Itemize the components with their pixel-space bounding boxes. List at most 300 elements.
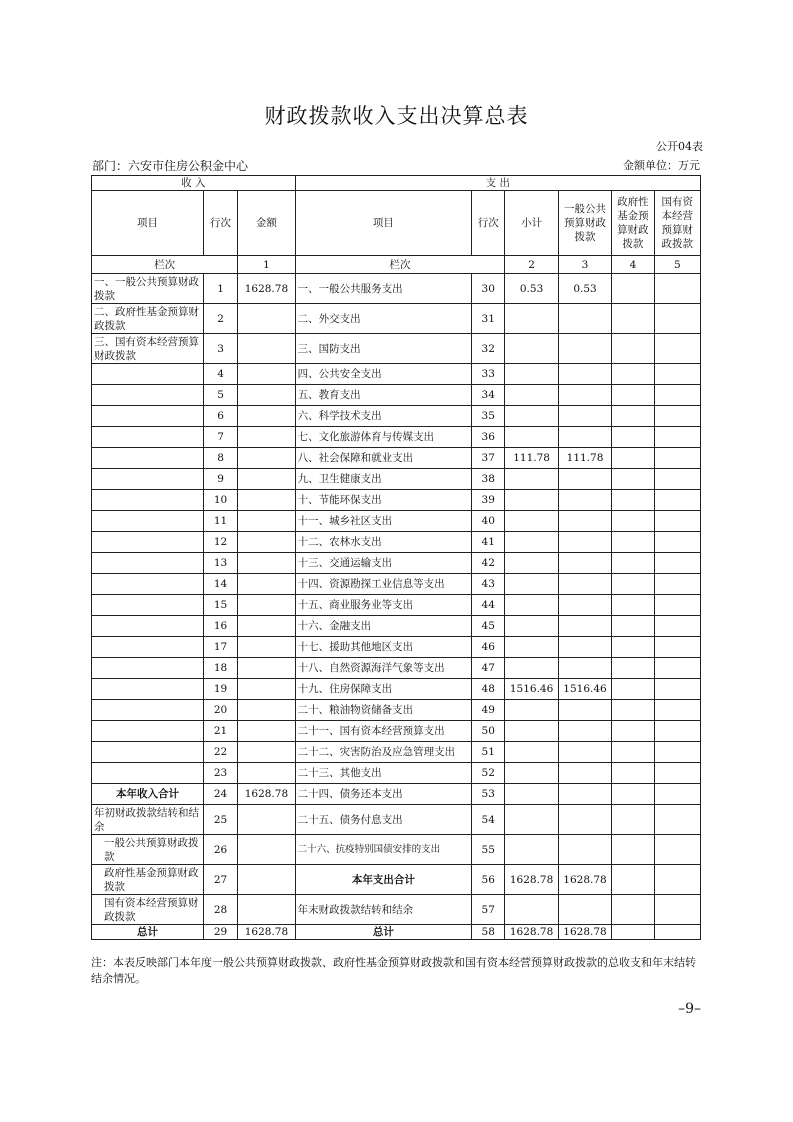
income-item-cell: 本年收入合计 [92, 784, 204, 805]
general-budget-cell [558, 595, 611, 616]
income-line-no-cell: 21 [203, 721, 237, 742]
general-budget-cell [558, 511, 611, 532]
subtotal-cell [505, 616, 558, 637]
expense-item-cell: 十六、金融支出 [295, 616, 471, 637]
income-item-cell [92, 637, 204, 658]
expense-line-no-cell: 57 [472, 895, 505, 925]
expense-line-no-cell: 30 [472, 274, 505, 304]
income-item-cell: 国有资本经营预算财政拨款 [92, 895, 204, 925]
gov-fund-cell [612, 658, 654, 679]
gov-fund-cell [612, 616, 654, 637]
gov-fund-cell [612, 334, 654, 364]
expense-item-cell: 年末财政拨款结转和结余 [295, 895, 471, 925]
table-code: 公开04表 [656, 140, 703, 153]
table-row [92, 742, 701, 763]
income-amount-cell [238, 406, 295, 427]
expense-item-cell: 本年支出合计 [295, 865, 471, 895]
expense-item-cell: 九、卫生健康支出 [295, 469, 471, 490]
income-line-no-cell: 18 [203, 658, 237, 679]
income-amount-cell [238, 742, 295, 763]
expense-item-cell: 四、公共安全支出 [295, 364, 471, 385]
income-amount-cell [238, 679, 295, 700]
income-item-cell [92, 658, 204, 679]
gov-fund-cell [612, 574, 654, 595]
general-budget-cell [558, 616, 611, 637]
subtotal-cell [505, 595, 558, 616]
general-budget-cell [558, 334, 611, 364]
income-amount-cell [238, 763, 295, 784]
expense-item-cell: 三、国防支出 [295, 334, 471, 364]
general-budget-cell [558, 658, 611, 679]
subtotal-cell: 1628.78 [505, 925, 558, 940]
subtotal-cell [505, 553, 558, 574]
subtotal-cell [505, 700, 558, 721]
expense-line-no-cell: 47 [472, 658, 505, 679]
general-budget-cell: 1516.46 [558, 679, 611, 700]
income-amount-cell: 1628.78 [238, 925, 295, 940]
col-label-income: 栏次 [92, 256, 238, 274]
income-line-no-cell: 11 [203, 511, 237, 532]
page-number: –9– [678, 1001, 701, 1017]
state-capital-cell [654, 658, 700, 679]
general-budget-cell [558, 763, 611, 784]
subtotal-cell [505, 763, 558, 784]
expense-item-cell: 二十二、灾害防治及应急管理支出 [295, 742, 471, 763]
subtotal-cell: 0.53 [505, 274, 558, 304]
expense-line-no-cell: 37 [472, 448, 505, 469]
income-amount-cell [238, 469, 295, 490]
table-row [92, 427, 701, 448]
general-budget-cell [558, 364, 611, 385]
income-line-no-cell: 28 [203, 895, 237, 925]
income-amount-cell: 1628.78 [238, 274, 295, 304]
gov-fund-cell [612, 274, 654, 304]
header-line-no-expense: 行次 [472, 191, 505, 256]
income-line-no-cell: 7 [203, 427, 237, 448]
state-capital-cell [654, 469, 700, 490]
general-budget-cell [558, 805, 611, 835]
expense-line-no-cell: 38 [472, 469, 505, 490]
table-row [92, 679, 701, 700]
expense-item-cell: 十八、自然资源海洋气象等支出 [295, 658, 471, 679]
income-item-cell [92, 553, 204, 574]
income-line-no-cell: 12 [203, 532, 237, 553]
income-amount-cell [238, 532, 295, 553]
expense-line-no-cell: 48 [472, 679, 505, 700]
table-row [92, 406, 701, 427]
income-amount-cell [238, 448, 295, 469]
state-capital-cell [654, 865, 700, 895]
state-capital-cell [654, 448, 700, 469]
income-amount-cell [238, 658, 295, 679]
expense-item-cell: 二十四、债务还本支出 [295, 784, 471, 805]
income-line-no-cell: 13 [203, 553, 237, 574]
unit-label: 金额单位：万元 [623, 159, 700, 172]
table-row [92, 637, 701, 658]
subtotal-cell: 111.78 [505, 448, 558, 469]
table-row [92, 334, 701, 364]
state-capital-cell [654, 637, 700, 658]
state-capital-cell [654, 895, 700, 925]
general-budget-cell [558, 700, 611, 721]
gov-fund-cell [612, 835, 654, 865]
table-row [92, 616, 701, 637]
expense-line-no-cell: 58 [472, 925, 505, 940]
subtotal-cell [505, 490, 558, 511]
expense-line-no-cell: 56 [472, 865, 505, 895]
col-label-expense: 栏次 [295, 256, 505, 274]
income-item-cell [92, 616, 204, 637]
table-row [92, 532, 701, 553]
general-budget-cell [558, 490, 611, 511]
income-line-no-cell: 14 [203, 574, 237, 595]
income-item-cell [92, 406, 204, 427]
income-item-cell: 总计 [92, 925, 204, 940]
general-budget-cell [558, 406, 611, 427]
state-capital-cell [654, 274, 700, 304]
gov-fund-cell [612, 895, 654, 925]
table-row [92, 721, 701, 742]
expense-line-no-cell: 40 [472, 511, 505, 532]
expense-item-cell: 六、科学技术支出 [295, 406, 471, 427]
gov-fund-cell [612, 679, 654, 700]
col-num-4: 4 [612, 256, 654, 274]
subtotal-cell [505, 658, 558, 679]
income-item-cell [92, 364, 204, 385]
expense-item-cell: 十七、援助其他地区支出 [295, 637, 471, 658]
subtotal-cell: 1628.78 [505, 865, 558, 895]
income-line-no-cell: 5 [203, 385, 237, 406]
expense-line-no-cell: 31 [472, 304, 505, 334]
state-capital-cell [654, 385, 700, 406]
header-amount: 金额 [238, 191, 295, 256]
state-capital-cell [654, 616, 700, 637]
income-amount-cell [238, 364, 295, 385]
expense-item-cell: 十五、商业服务业等支出 [295, 595, 471, 616]
expense-line-no-cell: 53 [472, 784, 505, 805]
state-capital-cell [654, 406, 700, 427]
income-line-no-cell: 6 [203, 406, 237, 427]
table-row [92, 490, 701, 511]
income-item-cell [92, 511, 204, 532]
subtotal-cell [505, 895, 558, 925]
general-budget-cell [558, 427, 611, 448]
state-capital-cell [654, 304, 700, 334]
state-capital-cell [654, 574, 700, 595]
gov-fund-cell [612, 490, 654, 511]
state-capital-cell [654, 784, 700, 805]
expense-line-no-cell: 50 [472, 721, 505, 742]
income-group-header: 收 入 [92, 176, 296, 191]
budget-table [91, 175, 701, 940]
expense-item-cell: 十九、住房保障支出 [295, 679, 471, 700]
expense-item-cell: 二十五、债务付息支出 [295, 805, 471, 835]
income-item-cell: 年初财政拨款结转和结余 [92, 805, 204, 835]
expense-line-no-cell: 32 [472, 334, 505, 364]
expense-item-cell: 总计 [295, 925, 471, 940]
subtotal-cell [505, 385, 558, 406]
gov-fund-cell [612, 385, 654, 406]
gov-fund-cell [612, 637, 654, 658]
income-item-cell: 三、国有资本经营预算财政拨款 [92, 334, 204, 364]
table-row [92, 511, 701, 532]
general-budget-cell [558, 784, 611, 805]
income-amount-cell [238, 427, 295, 448]
income-line-no-cell: 24 [203, 784, 237, 805]
subtotal-cell [505, 364, 558, 385]
general-budget-cell: 0.53 [558, 274, 611, 304]
state-capital-cell [654, 835, 700, 865]
subtotal-cell [505, 574, 558, 595]
expense-item-cell: 一、一般公共服务支出 [295, 274, 471, 304]
table-row [92, 865, 701, 895]
subtotal-cell [505, 406, 558, 427]
income-amount-cell [238, 637, 295, 658]
income-amount-cell [238, 334, 295, 364]
table-row [92, 304, 701, 334]
header-line-no: 行次 [203, 191, 237, 256]
expense-line-no-cell: 55 [472, 835, 505, 865]
income-amount-cell [238, 490, 295, 511]
expense-line-no-cell: 42 [472, 553, 505, 574]
income-amount-cell [238, 385, 295, 406]
income-line-no-cell: 3 [203, 334, 237, 364]
header-item-expense: 项目 [295, 191, 471, 256]
subtotal-cell [505, 784, 558, 805]
gov-fund-cell [612, 925, 654, 940]
state-capital-cell [654, 364, 700, 385]
expense-line-no-cell: 45 [472, 616, 505, 637]
income-line-no-cell: 22 [203, 742, 237, 763]
table-row [92, 574, 701, 595]
income-item-cell [92, 763, 204, 784]
income-line-no-cell: 26 [203, 835, 237, 865]
header-general-budget: 一般公共预算财政拨款 [558, 191, 611, 256]
gov-fund-cell [612, 448, 654, 469]
income-line-no-cell: 29 [203, 925, 237, 940]
table-row [92, 385, 701, 406]
income-item-cell [92, 595, 204, 616]
income-line-no-cell: 9 [203, 469, 237, 490]
subtotal-cell [505, 469, 558, 490]
income-item-cell [92, 427, 204, 448]
income-amount-cell [238, 616, 295, 637]
gov-fund-cell [612, 763, 654, 784]
income-item-cell [92, 469, 204, 490]
general-budget-cell: 1628.78 [558, 925, 611, 940]
expense-item-cell: 十四、资源勘探工业信息等支出 [295, 574, 471, 595]
header-subtotal: 小计 [505, 191, 558, 256]
income-item-cell [92, 700, 204, 721]
state-capital-cell [654, 679, 700, 700]
header-gov-fund: 政府性基金预算财政拨款 [612, 191, 654, 256]
col-num-5: 5 [654, 256, 700, 274]
general-budget-cell [558, 385, 611, 406]
expense-line-no-cell: 44 [472, 595, 505, 616]
gov-fund-cell [612, 700, 654, 721]
expense-item-cell: 二十一、国有资本经营预算支出 [295, 721, 471, 742]
subtotal-cell [505, 637, 558, 658]
state-capital-cell [654, 763, 700, 784]
state-capital-cell [654, 700, 700, 721]
state-capital-cell [654, 742, 700, 763]
income-line-no-cell: 8 [203, 448, 237, 469]
income-item-cell: 一、一般公共预算财政拨款 [92, 274, 204, 304]
expense-line-no-cell: 33 [472, 364, 505, 385]
state-capital-cell [654, 805, 700, 835]
income-item-cell [92, 742, 204, 763]
table-row [92, 895, 701, 925]
table-row [92, 469, 701, 490]
state-capital-cell [654, 925, 700, 940]
income-item-cell [92, 721, 204, 742]
general-budget-cell [558, 637, 611, 658]
table-row [92, 700, 701, 721]
header-item: 项目 [92, 191, 204, 256]
expense-line-no-cell: 34 [472, 385, 505, 406]
general-budget-cell: 1628.78 [558, 865, 611, 895]
general-budget-cell [558, 553, 611, 574]
col-num-3: 3 [558, 256, 611, 274]
gov-fund-cell [612, 532, 654, 553]
income-amount-cell [238, 304, 295, 334]
subtotal-cell [505, 532, 558, 553]
income-line-no-cell: 16 [203, 616, 237, 637]
income-item-cell [92, 532, 204, 553]
expense-line-no-cell: 54 [472, 805, 505, 835]
gov-fund-cell [612, 427, 654, 448]
income-amount-cell [238, 835, 295, 865]
general-budget-cell [558, 304, 611, 334]
income-item-cell: 一般公共预算财政拨款 [92, 835, 204, 865]
table-row [92, 448, 701, 469]
gov-fund-cell [612, 406, 654, 427]
table-row [92, 553, 701, 574]
income-amount-cell [238, 700, 295, 721]
income-line-no-cell: 27 [203, 865, 237, 895]
expense-item-cell: 八、社会保障和就业支出 [295, 448, 471, 469]
expense-line-no-cell: 52 [472, 763, 505, 784]
expense-item-cell: 十、节能环保支出 [295, 490, 471, 511]
income-line-no-cell: 4 [203, 364, 237, 385]
subtotal-cell [505, 304, 558, 334]
expense-item-cell: 二、外交支出 [295, 304, 471, 334]
table-row [92, 784, 701, 805]
expense-item-cell: 十二、农林水支出 [295, 532, 471, 553]
gov-fund-cell [612, 721, 654, 742]
income-line-no-cell: 2 [203, 304, 237, 334]
general-budget-cell [558, 742, 611, 763]
page-title: 财政拨款收入支出决算总表 [264, 104, 529, 128]
state-capital-cell [654, 553, 700, 574]
expense-item-cell: 十一、城乡社区支出 [295, 511, 471, 532]
income-line-no-cell: 23 [203, 763, 237, 784]
income-item-cell [92, 448, 204, 469]
income-item-cell: 政府性基金预算财政拨款 [92, 865, 204, 895]
general-budget-cell [558, 532, 611, 553]
subtotal-cell [505, 511, 558, 532]
state-capital-cell [654, 721, 700, 742]
expense-group-header: 支 出 [295, 176, 700, 191]
income-item-cell [92, 679, 204, 700]
expense-item-cell: 二十三、其他支出 [295, 763, 471, 784]
expense-item-cell: 二十六、抗疫特别国债安排的支出 [295, 835, 471, 865]
subtotal-cell [505, 742, 558, 763]
income-line-no-cell: 10 [203, 490, 237, 511]
subtotal-cell: 1516.46 [505, 679, 558, 700]
expense-item-cell: 十三、交通运输支出 [295, 553, 471, 574]
expense-line-no-cell: 43 [472, 574, 505, 595]
table-row [92, 835, 701, 865]
income-line-no-cell: 15 [203, 595, 237, 616]
income-item-cell: 二、政府性基金预算财政拨款 [92, 304, 204, 334]
expense-line-no-cell: 49 [472, 700, 505, 721]
state-capital-cell [654, 334, 700, 364]
gov-fund-cell [612, 469, 654, 490]
income-amount-cell [238, 574, 295, 595]
expense-line-no-cell: 35 [472, 406, 505, 427]
gov-fund-cell [612, 742, 654, 763]
subtotal-cell [505, 835, 558, 865]
income-amount-cell [238, 805, 295, 835]
table-row [92, 925, 701, 940]
expense-item-cell: 五、教育支出 [295, 385, 471, 406]
gov-fund-cell [612, 364, 654, 385]
expense-item-cell: 七、文化旅游体育与传媒支出 [295, 427, 471, 448]
state-capital-cell [654, 490, 700, 511]
general-budget-cell [558, 721, 611, 742]
expense-line-no-cell: 46 [472, 637, 505, 658]
general-budget-cell [558, 574, 611, 595]
gov-fund-cell [612, 784, 654, 805]
gov-fund-cell [612, 553, 654, 574]
header-state-capital: 国有资本经营预算财政拨款 [654, 191, 700, 256]
table-row [92, 364, 701, 385]
income-item-cell [92, 385, 204, 406]
general-budget-cell [558, 895, 611, 925]
table-row [92, 595, 701, 616]
income-item-cell [92, 574, 204, 595]
col-num-1: 1 [238, 256, 295, 274]
income-amount-cell: 1628.78 [238, 784, 295, 805]
gov-fund-cell [612, 865, 654, 895]
table-row [92, 763, 701, 784]
general-budget-cell [558, 469, 611, 490]
footnote: 注：本表反映部门本年度一般公共预算财政拨款、政府性基金预算财政拨款和国有资本经营预算财政拨款的总收支和年末结转结余情况。 [91, 956, 696, 985]
state-capital-cell [654, 511, 700, 532]
gov-fund-cell [612, 511, 654, 532]
gov-fund-cell [612, 595, 654, 616]
table-row [92, 274, 701, 304]
income-amount-cell [238, 595, 295, 616]
table-row [92, 658, 701, 679]
table-row [92, 805, 701, 835]
income-line-no-cell: 20 [203, 700, 237, 721]
subtotal-cell [505, 805, 558, 835]
income-line-no-cell: 25 [203, 805, 237, 835]
col-num-2: 2 [505, 256, 558, 274]
expense-line-no-cell: 39 [472, 490, 505, 511]
gov-fund-cell [612, 805, 654, 835]
subtotal-cell [505, 721, 558, 742]
income-amount-cell [238, 865, 295, 895]
state-capital-cell [654, 595, 700, 616]
department-label: 部门：六安市住房公积金中心 [92, 159, 249, 173]
gov-fund-cell [612, 304, 654, 334]
income-line-no-cell: 19 [203, 679, 237, 700]
subtotal-cell [505, 427, 558, 448]
expense-item-cell: 二十、粮油物资储备支出 [295, 700, 471, 721]
